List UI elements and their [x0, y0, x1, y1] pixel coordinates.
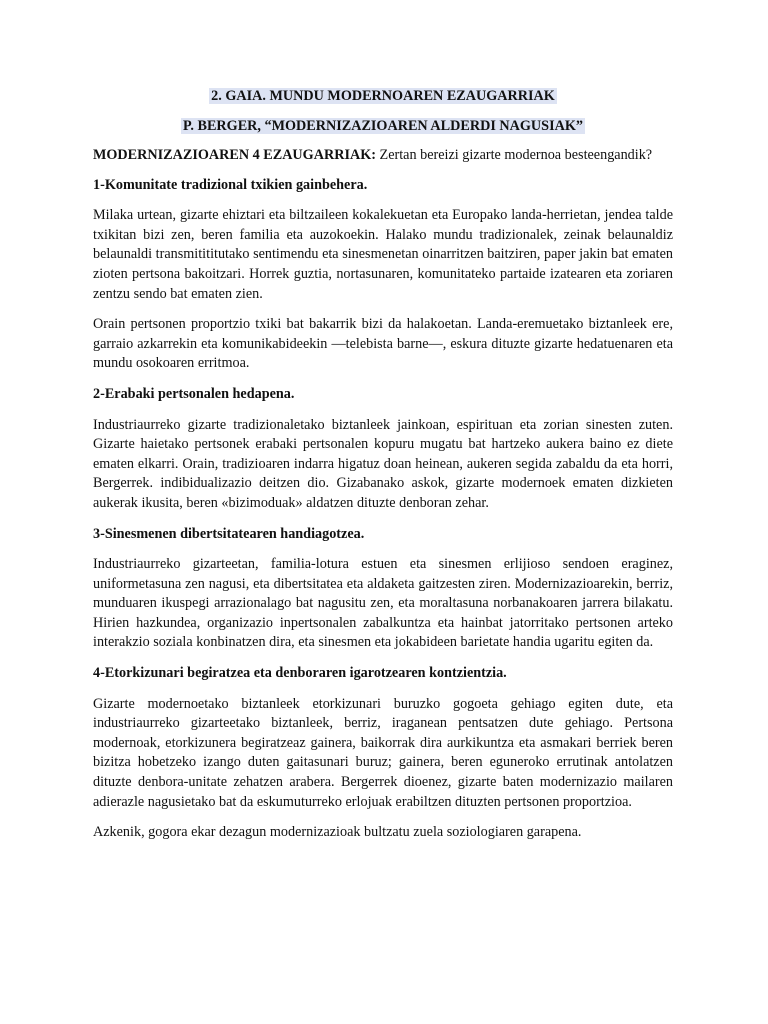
section-heading-1: 1-Komunitate tradizional txikien gainbehera. [93, 176, 368, 193]
section-1-paragraph-2: Orain pertsonen proportzio txiki bat bakarrik bizi da halakoetan. Landa-eremuetako biztanleek ere, garraio azkarrekin eta komunikabideekin —telebista barne—, eskura dituzte gizarte hedatuenaren eta mundu osokoaren erritmoa. [93, 316, 673, 372]
section-heading-4: 4-Etorkizunari begiratzea eta denboraren igarotzearen kontzientzia. [93, 665, 507, 682]
section-3-paragraph-1: Industriaurreko gizarteetan, familia-lotura estuen eta sinesmen erlijioso sendoen eraginez, uniformetasuna zen nagusi, eta dibertsitatea eta aldaketa gaitzesten ziren. Modernizazioarekin, berriz, munduaren ikuspegi arrazionalago bat nagusitu zen, eta moraltasuna norbanakoaren jarrera bilakatu. Hirien hazkundea, organizazio inpertsonalen zabalkuntza eta hainbat jatorritako pertsonen arteko interakzio soziala konbinatzen dira, eta sinesmen eta jokabideen barietate handia ugaritu egiten da. [93, 556, 673, 651]
document-page [93, 86, 673, 854]
document-subtitle [93, 116, 673, 136]
section-heading-2: 2-Erabaki pertsonalen hedapena. [93, 385, 295, 402]
section-2-paragraph-1: Industriaurreko gizarte tradizionaletako biztanleek jainkoan, espirituan eta zorian sinesten zuten. Gizarte haietako pertsonek erabaki pertsonalen kopuru mugatu bat hartzeko aukera baino ez diete ematen elkarri. Orain, tradizioaren indarra higatuz doan heinean, aukeren segida zabaldu da eta horri, Bergerrek. indibidualizazio deitzen dio. Gizabanako askok, gizarte modernoek ematen dizkieten aukerak ikusita, beren «bizimoduak» aldatzen dituzte denboran zehar. [93, 416, 673, 511]
document-title [93, 86, 673, 106]
section-4-paragraph-1: Gizarte modernoetako biztanleek etorkizunari buruzko gogoeta gehiago egiten dute, eta industriaurreko gizarteetako biztanleek, berriz, iraganean pentsatzen dute gehiago. Pertsona modernoak, etorkizunera begiratzeaz gainera, baikorrak dira aurkikuntza eta asmakari berriek beren bizitza hobetzeko izango duten gaitasunari buruz; gainera, beren eguneroko errutinak antolatzen dituzte denbora-unitate zehatzen arabera. Bergerrek dioenez, gizarte baten modernizazio mailaren adierazle nagusietako bat da eskumuturreko erlojuak erabiltzen dituzten pertsonen proportzioa. [93, 695, 673, 810]
document-title-text: 2. GAIA. MUNDU MODERNOAREN EZAUGARRIAK [211, 88, 555, 104]
intro-paragraph [93, 146, 673, 166]
section-heading-3: 3-Sinesmenen dibertsitatearen handiagotzea. [93, 525, 365, 542]
intro-lead: MODERNIZAZIOAREN 4 EZAUGARRIAK: [93, 147, 376, 163]
section-4-paragraph-2: Azkenik, gogora ekar dezagun modernizazioak bultzatu zuela soziologiaren garapena. [93, 824, 582, 841]
section-1-paragraph-1: Milaka urtean, gizarte ehiztari eta biltzaileen kokalekuetan eta Europako landa-herrietan, jendea talde txikitan bizi zen, beren familia eta auzokoekin. Halako mundu tradizionalek, zeinak belaunaldiz belaunaldi transmitititutako sentimendu eta sinesmenetan oinarritzen baitziren, paper jakin bat ematen zioten pertsona bakoitzari. Horrek guztia, nortasunaren, komunitateko partaide izatearen eta zoriaren zentzu sendo bat ematen zien. [93, 207, 673, 302]
document-subtitle-text: P. BERGER, “MODERNIZAZIOAREN ALDERDI NAGUSIAK” [183, 118, 583, 134]
intro-text: Zertan bereizi gizarte modernoa besteengandik? [375, 147, 653, 163]
